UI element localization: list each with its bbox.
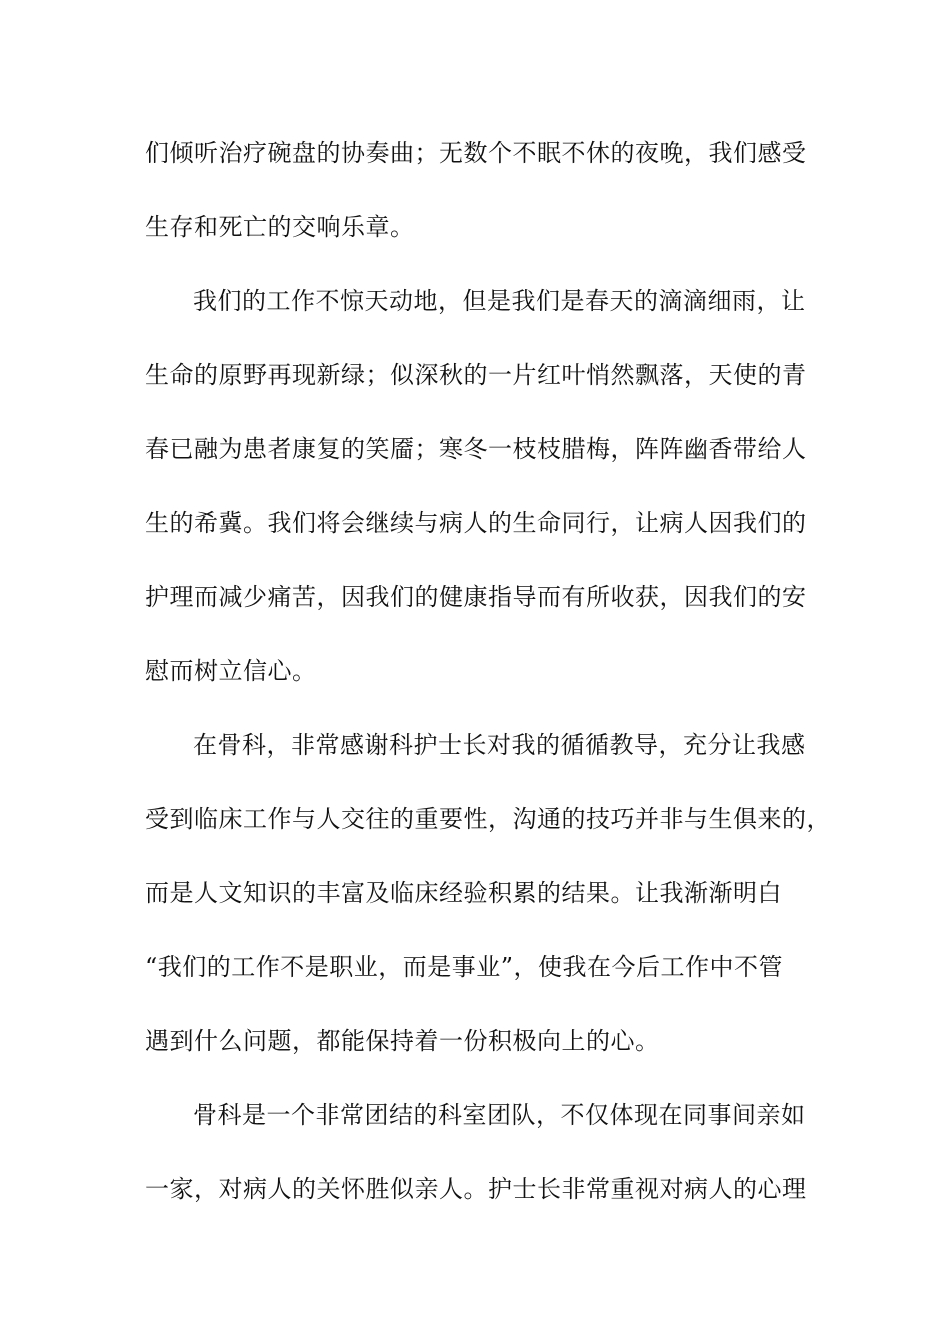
text-line: 护理而减少痛苦，因我们的健康指导而有所收获，因我们的安 xyxy=(145,583,807,611)
paragraph-start-line: 骨科是一个非常团结的科室团队，不仅体现在同事间亲如 xyxy=(193,1101,806,1129)
text-line: 生存和死亡的交响乐章。 xyxy=(145,213,415,241)
text-line: 生的希冀。我们将会继续与病人的生命同行，让病人因我们的 xyxy=(145,509,807,537)
text-line: 生命的原野再现新绿；似深秋的一片红叶悄然飘落，天使的青 xyxy=(145,361,807,389)
text-line: 遇到什么问题，都能保持着一份积极向上的心。 xyxy=(145,1027,660,1055)
text-line: “我们的工作不是职业，而是事业”，使我在今后工作中不管 xyxy=(145,953,784,981)
text-line: 一家，对病人的关怀胜似亲人。护士长非常重视对病人的心理 xyxy=(145,1175,807,1203)
text-line: 而是人文知识的丰富及临床经验积累的结果。让我渐渐明白 xyxy=(145,879,782,907)
text-line: 们倾听治疗碗盘的协奏曲；无数个不眠不休的夜晚，我们感受 xyxy=(145,139,807,167)
body-text xyxy=(145,130,831,1240)
text-line: 受到临床工作与人交往的重要性，沟通的技巧并非与生俱来的， xyxy=(145,805,831,833)
paragraph-start-line: 在骨科，非常感谢科护士长对我的循循教导，充分让我感 xyxy=(193,731,806,759)
text-line: 春已融为患者康复的笑靥；寒冬一枝枝腊梅，阵阵幽香带给人 xyxy=(145,435,807,463)
text-line: 慰而树立信心。 xyxy=(145,657,317,685)
paragraph-start-line: 我们的工作不惊天动地，但是我们是春天的滴滴细雨，让 xyxy=(193,287,806,315)
